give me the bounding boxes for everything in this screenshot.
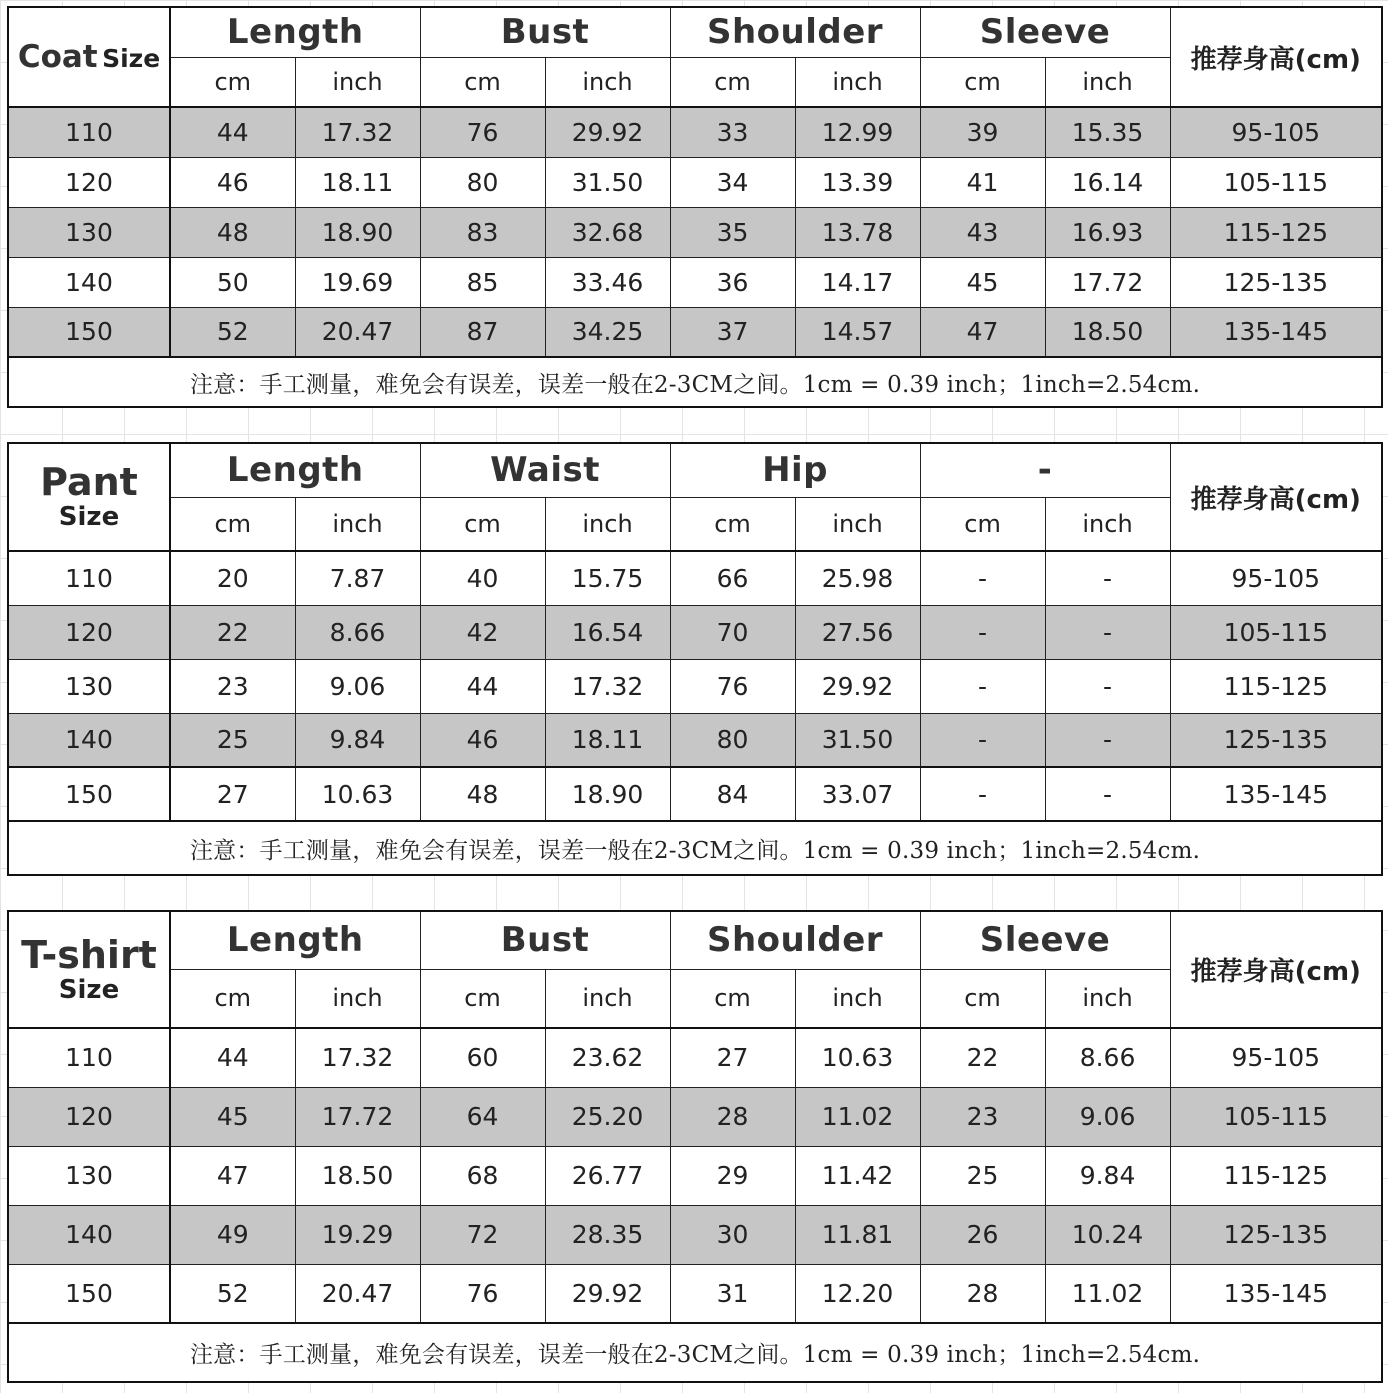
table-cell: 29: [670, 1146, 795, 1205]
table-cell: 17.72: [1045, 257, 1170, 307]
table-cell: 26: [920, 1205, 1045, 1264]
table-label: Coat: [17, 39, 98, 75]
table-cell: 45: [920, 257, 1045, 307]
table-row: [8, 1205, 1382, 1264]
table-cell: 46: [170, 157, 295, 207]
table-cell: 13.78: [795, 207, 920, 257]
table-cell: -: [1045, 659, 1170, 713]
table-label-cell: [8, 911, 170, 1028]
table-cell: 20: [170, 551, 295, 605]
table-cell: 27: [670, 1028, 795, 1087]
table-cell: 23.62: [545, 1028, 670, 1087]
table-cell: 43: [920, 207, 1045, 257]
size-cell: 110: [8, 107, 170, 157]
table-cell: 39: [920, 107, 1045, 157]
table-cell: 10.63: [295, 767, 420, 821]
table-cell: 25.20: [545, 1087, 670, 1146]
unit-header: cm: [670, 497, 795, 551]
pant-size-table: [7, 442, 1383, 876]
table-cell: 44: [170, 1028, 295, 1087]
table-cell: 20.47: [295, 1264, 420, 1323]
table-cell: 60: [420, 1028, 545, 1087]
table-cell: 23: [170, 659, 295, 713]
table-cell: 12.99: [795, 107, 920, 157]
table-cell: 52: [170, 1264, 295, 1323]
height-header: 推荐身高(cm): [1170, 443, 1382, 551]
table-row: [8, 1087, 1382, 1146]
table-cell: -: [1045, 551, 1170, 605]
size-cell: 120: [8, 605, 170, 659]
table-cell: 22: [920, 1028, 1045, 1087]
table-cell: 46: [420, 713, 545, 767]
size-cell: 130: [8, 1146, 170, 1205]
table-cell: 17.32: [295, 107, 420, 157]
group-header: Hip: [670, 443, 920, 497]
table-row: [8, 1028, 1382, 1087]
table-label: Pant: [40, 460, 138, 504]
table-row: [8, 713, 1382, 767]
height-cell: 105-115: [1170, 605, 1382, 659]
table-cell: 17.32: [295, 1028, 420, 1087]
height-header: 推荐身高(cm): [1170, 7, 1382, 107]
table-cell: 18.90: [295, 207, 420, 257]
height-cell: 95-105: [1170, 107, 1382, 157]
table-cell: 22: [170, 605, 295, 659]
height-cell: 95-105: [1170, 551, 1382, 605]
table-cell: 9.84: [295, 713, 420, 767]
table-cell: -: [1045, 713, 1170, 767]
size-label: Size: [58, 974, 120, 1005]
table-cell: 11.02: [1045, 1264, 1170, 1323]
size-cell: 110: [8, 551, 170, 605]
table-row: [8, 605, 1382, 659]
table-cell: 32.68: [545, 207, 670, 257]
unit-header: cm: [920, 497, 1045, 551]
size-cell: 150: [8, 767, 170, 821]
table-cell: 17.72: [295, 1087, 420, 1146]
table-cell: 76: [420, 107, 545, 157]
table-cell: 18.90: [545, 767, 670, 821]
size-cell: 110: [8, 1028, 170, 1087]
measurement-note: 注意：手工测量，难免会有误差，误差一般在2-3CM之间。1cm = 0.39 inch；1inch=2.54cm.: [8, 1323, 1382, 1382]
table-cell: 8.66: [295, 605, 420, 659]
table-cell: 85: [420, 257, 545, 307]
group-header: Shoulder: [670, 7, 920, 57]
table-row: [8, 257, 1382, 307]
unit-header: cm: [670, 969, 795, 1028]
unit-header: inch: [1045, 57, 1170, 107]
table-cell: 27: [170, 767, 295, 821]
table-cell: 18.11: [295, 157, 420, 207]
table-cell: 47: [170, 1146, 295, 1205]
table-label-cell: [8, 7, 170, 107]
table-cell: 20.47: [295, 307, 420, 357]
group-header: Length: [170, 911, 420, 969]
table-row: [8, 551, 1382, 605]
unit-header: inch: [295, 497, 420, 551]
table-cell: 42: [420, 605, 545, 659]
header-group-row: [8, 911, 1382, 969]
table-cell: 33.46: [545, 257, 670, 307]
height-cell: 135-145: [1170, 307, 1382, 357]
table-cell: 34.25: [545, 307, 670, 357]
unit-header: inch: [545, 969, 670, 1028]
table-cell: 7.87: [295, 551, 420, 605]
unit-header: cm: [420, 57, 545, 107]
table-row: [8, 659, 1382, 713]
table-cell: 18.50: [1045, 307, 1170, 357]
height-cell: 115-125: [1170, 1146, 1382, 1205]
height-cell: 105-115: [1170, 1087, 1382, 1146]
size-cell: 130: [8, 659, 170, 713]
unit-header: cm: [170, 497, 295, 551]
table-cell: 10.24: [1045, 1205, 1170, 1264]
table-cell: 19.69: [295, 257, 420, 307]
table-cell: 47: [920, 307, 1045, 357]
table-cell: 16.93: [1045, 207, 1170, 257]
table-cell: 84: [670, 767, 795, 821]
table-cell: 49: [170, 1205, 295, 1264]
table-cell: 11.81: [795, 1205, 920, 1264]
table-row: [8, 767, 1382, 821]
table-cell: 29.92: [795, 659, 920, 713]
table-cell: 12.20: [795, 1264, 920, 1323]
height-cell: 125-135: [1170, 257, 1382, 307]
unit-header: inch: [795, 57, 920, 107]
tshirt-size-table: [7, 910, 1383, 1383]
height-cell: 135-145: [1170, 767, 1382, 821]
table-cell: 25: [170, 713, 295, 767]
table-cell: 68: [420, 1146, 545, 1205]
table-cell: 41: [920, 157, 1045, 207]
table-cell: 8.66: [1045, 1028, 1170, 1087]
group-header: Bust: [420, 911, 670, 969]
table-cell: 48: [420, 767, 545, 821]
coat-size-table: [7, 6, 1383, 408]
height-cell: 115-125: [1170, 659, 1382, 713]
size-cell: 120: [8, 157, 170, 207]
table-cell: 28: [670, 1087, 795, 1146]
table-cell: 28.35: [545, 1205, 670, 1264]
note-row: [8, 821, 1382, 875]
table-label: T-shirt: [21, 932, 157, 977]
group-header: Shoulder: [670, 911, 920, 969]
table-cell: -: [920, 605, 1045, 659]
unit-header: inch: [295, 969, 420, 1028]
table-cell: 37: [670, 307, 795, 357]
table-cell: 45: [170, 1087, 295, 1146]
table-cell: 40: [420, 551, 545, 605]
size-label: Size: [102, 44, 161, 73]
table-cell: 80: [670, 713, 795, 767]
table-cell: 15.35: [1045, 107, 1170, 157]
group-header: Length: [170, 443, 420, 497]
table-cell: 11.02: [795, 1087, 920, 1146]
table-cell: 10.63: [795, 1028, 920, 1087]
table-cell: 28: [920, 1264, 1045, 1323]
height-cell: 125-135: [1170, 713, 1382, 767]
unit-header: cm: [170, 57, 295, 107]
note-row: [8, 1323, 1382, 1382]
table-cell: 9.06: [295, 659, 420, 713]
size-cell: 130: [8, 207, 170, 257]
table-cell: -: [920, 551, 1045, 605]
header-group-row: [8, 443, 1382, 497]
table-cell: 9.06: [1045, 1087, 1170, 1146]
table-cell: 23: [920, 1087, 1045, 1146]
table-cell: 80: [420, 157, 545, 207]
table-cell: 36: [670, 257, 795, 307]
height-header: 推荐身高(cm): [1170, 911, 1382, 1028]
height-cell: 95-105: [1170, 1028, 1382, 1087]
table-cell: 52: [170, 307, 295, 357]
table-cell: 11.42: [795, 1146, 920, 1205]
group-header: Bust: [420, 7, 670, 57]
table-row: [8, 207, 1382, 257]
size-label: Size: [58, 502, 120, 532]
table-cell: 17.32: [545, 659, 670, 713]
measurement-note: 注意：手工测量，难免会有误差，误差一般在2-3CM之间。1cm = 0.39 inch；1inch=2.54cm.: [8, 357, 1382, 407]
table-cell: 14.57: [795, 307, 920, 357]
table-cell: 30: [670, 1205, 795, 1264]
size-cell: 120: [8, 1087, 170, 1146]
table-cell: -: [920, 767, 1045, 821]
table-cell: 27.56: [795, 605, 920, 659]
table-cell: 31.50: [545, 157, 670, 207]
unit-header: inch: [1045, 969, 1170, 1028]
unit-header: inch: [545, 497, 670, 551]
table-cell: 50: [170, 257, 295, 307]
size-cell: 150: [8, 307, 170, 357]
table-row: [8, 107, 1382, 157]
unit-header: cm: [170, 969, 295, 1028]
table-cell: 87: [420, 307, 545, 357]
table-cell: -: [920, 713, 1045, 767]
table-label-cell: [8, 443, 170, 551]
size-cell: 140: [8, 1205, 170, 1264]
table-cell: 18.50: [295, 1146, 420, 1205]
unit-header: cm: [420, 497, 545, 551]
table-row: [8, 307, 1382, 357]
table-cell: 29.92: [545, 1264, 670, 1323]
unit-header: inch: [545, 57, 670, 107]
table-cell: 9.84: [1045, 1146, 1170, 1205]
note-row: [8, 357, 1382, 407]
table-cell: 76: [670, 659, 795, 713]
table-cell: 44: [420, 659, 545, 713]
table-cell: 83: [420, 207, 545, 257]
table-cell: 29.92: [545, 107, 670, 157]
unit-header: cm: [670, 57, 795, 107]
table-cell: 13.39: [795, 157, 920, 207]
table-cell: 31.50: [795, 713, 920, 767]
group-header: Sleeve: [920, 911, 1170, 969]
table-cell: 19.29: [295, 1205, 420, 1264]
table-cell: 33: [670, 107, 795, 157]
table-cell: 18.11: [545, 713, 670, 767]
table-cell: 35: [670, 207, 795, 257]
table-cell: 16.14: [1045, 157, 1170, 207]
unit-header: cm: [920, 57, 1045, 107]
unit-header: inch: [295, 57, 420, 107]
table-cell: 44: [170, 107, 295, 157]
group-header: Sleeve: [920, 7, 1170, 57]
table-cell: -: [1045, 767, 1170, 821]
table-cell: 70: [670, 605, 795, 659]
height-cell: 115-125: [1170, 207, 1382, 257]
measurement-note: 注意：手工测量，难免会有误差，误差一般在2-3CM之间。1cm = 0.39 inch；1inch=2.54cm.: [8, 821, 1382, 875]
table-cell: 48: [170, 207, 295, 257]
table-row: [8, 1146, 1382, 1205]
unit-header: cm: [920, 969, 1045, 1028]
height-cell: 105-115: [1170, 157, 1382, 207]
table-cell: 31: [670, 1264, 795, 1323]
table-cell: 25: [920, 1146, 1045, 1205]
table-cell: 15.75: [545, 551, 670, 605]
table-cell: 64: [420, 1087, 545, 1146]
table-row: [8, 157, 1382, 207]
size-cell: 150: [8, 1264, 170, 1323]
table-cell: 72: [420, 1205, 545, 1264]
table-row: [8, 1264, 1382, 1323]
table-cell: 33.07: [795, 767, 920, 821]
table-cell: 34: [670, 157, 795, 207]
table-cell: 26.77: [545, 1146, 670, 1205]
size-cell: 140: [8, 713, 170, 767]
table-cell: 66: [670, 551, 795, 605]
unit-header: inch: [795, 497, 920, 551]
table-cell: -: [920, 659, 1045, 713]
table-cell: 16.54: [545, 605, 670, 659]
group-header: Waist: [420, 443, 670, 497]
height-cell: 135-145: [1170, 1264, 1382, 1323]
unit-header: inch: [795, 969, 920, 1028]
table-cell: -: [1045, 605, 1170, 659]
unit-header: cm: [420, 969, 545, 1028]
size-cell: 140: [8, 257, 170, 307]
table-cell: 14.17: [795, 257, 920, 307]
table-cell: 76: [420, 1264, 545, 1323]
unit-header: inch: [1045, 497, 1170, 551]
group-header: -: [920, 443, 1170, 497]
header-group-row: [8, 7, 1382, 57]
group-header: Length: [170, 7, 420, 57]
height-cell: 125-135: [1170, 1205, 1382, 1264]
table-cell: 25.98: [795, 551, 920, 605]
